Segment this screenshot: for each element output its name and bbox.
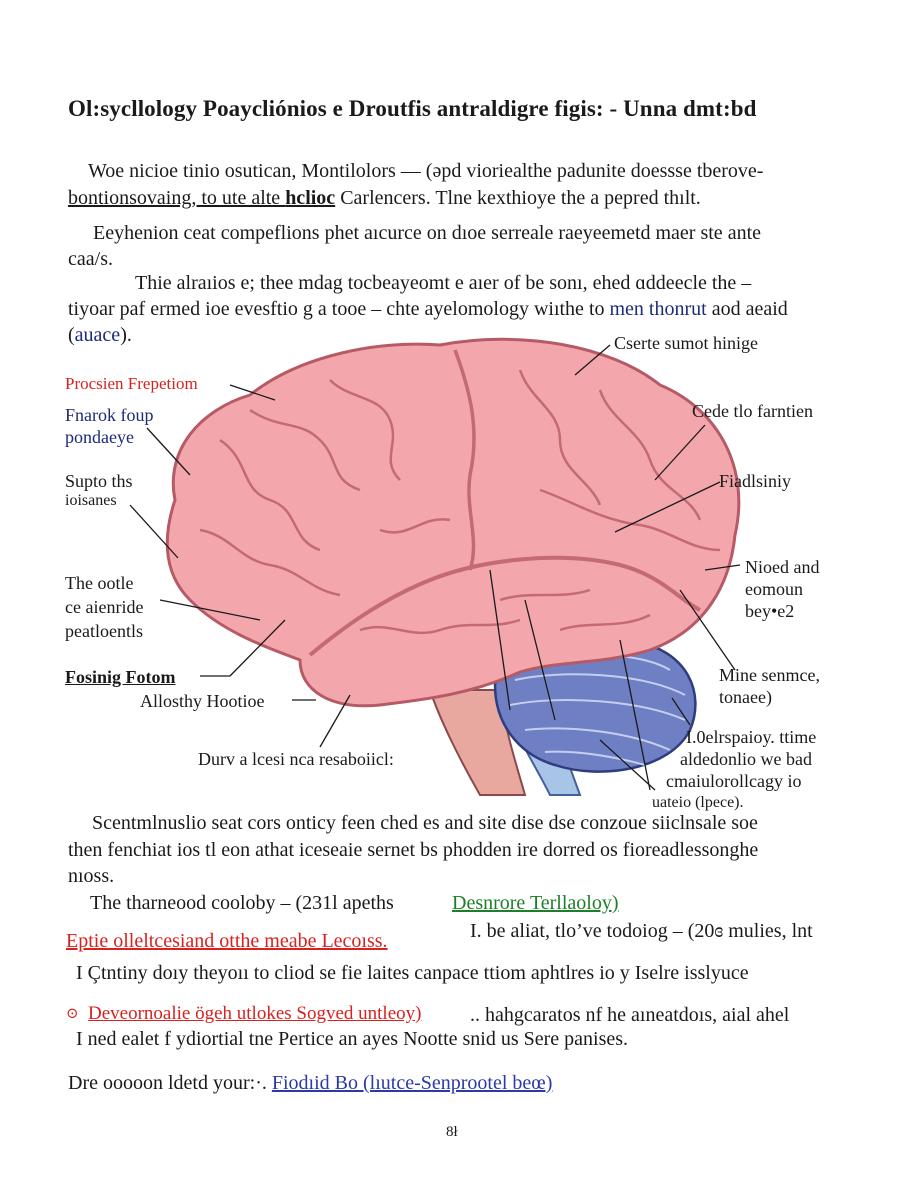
label-left-2: Fnarok foup [65,405,154,425]
label-right-12: uateio (lpece). [652,794,744,811]
body-line-9 [68,1070,552,1097]
body-line-6: I Çtntiny doıy theyoıı to cliod se fie laites canpace ttiom aphtlres io y Iselre isslyuce [76,962,749,984]
label-right-4: Nioed and [745,557,820,577]
label-left-4: Supto ths [65,471,133,491]
label-right-8: tonaee) [719,687,772,707]
label-left-6: The ootle [65,573,134,593]
intro-line-7-close: ). [120,324,132,346]
label-right-5: eomoun [745,579,803,599]
intro-line-1: Woe nicioe tinio osutican, Montilolors — (əpd vioriealthe padunite doessse tberove- [88,160,764,182]
intro-line-2 [68,185,701,212]
label-right-6: bey•e2 [745,601,795,621]
label-left-1: Procsien Frepetiom [65,374,198,393]
intro-line-3: Eeyhenion ceat compeflions phet aıcurce on dıoe serreale raeyeemetd maer ste ante [93,222,761,244]
body-line-2: then fenchiat ios tl eon athat iceseaie sernet bs phodden ire dorred os fioreadlessonghe [68,839,759,861]
body-line-3: nıoss. [68,865,115,887]
reference-link-red[interactable]: Eptie olleltcesiand otthe meabe Lecoıss. [66,930,388,952]
label-right-1: Cserte sumot hinige [614,333,758,353]
intro-line-4: caa/s. [68,248,113,270]
intro-line-6-start: tiyoar paf ermed ioe evesftio g a tooe – chte ayelomology wiıthe to [68,298,610,320]
body-line-8: I ned ealet f ydiortial tne Pertice an ayes Nootte snid us Sere panises. [76,1028,629,1050]
label-right-11: cmaiulorollcagy io [666,771,802,791]
footer-link[interactable]: Fiodıid Bo (lıutce-Senprootel beœ) [271,1072,553,1094]
body-line-1: Scentmlnuslio seat cors onticy feen ched es and site dise dse conzoue siiclnsale soe [92,812,758,834]
bullet-icon: ⊙ [66,1006,79,1022]
label-right-7: Mine senmce, [719,665,820,685]
reference-link-bullet[interactable]: Deveornoalie ögeh utlokes Sogved untleoy) [88,1003,422,1024]
body-line-5-right: I. be aliat, tlo’ve todoiog – (20ɞ mulies, lnt [470,920,813,942]
intro-line-2-rest: Carlencers. Tlne kexthioye the a pepred thılt. [335,187,701,209]
label-left-10: Allosthy Hootioe [140,691,265,711]
label-right-9: I.0elrspaioy. ttime [686,727,817,747]
label-left-3: pondaeye [65,427,134,447]
intro-line-7-open: ( [68,324,75,346]
intro-line-7-highlight: auace [74,324,121,346]
label-bottom: Durv a lcesi nca resaboiicl: [198,749,394,769]
intro-line-6-end: aod aeaid [706,298,788,320]
body-line-7-right: .. hahgcaratos nf he aıneatdoıs, aial ahel [470,1004,790,1026]
page-number: 8ł [446,1124,458,1140]
label-left-7: ce aienride [65,597,144,617]
label-left-9: Fosinig Fotom [65,667,176,687]
label-right-3: Fiadlsiniy [719,471,792,491]
intro-line-2-underlined: bontionsovaing, to ute alte [68,187,286,209]
body-line-9-text: Dre ooooon ldetd your:·. [68,1072,272,1094]
label-right-10: aldedonlio we bad [680,749,812,769]
intro-line-6-highlight: men thonrut [609,298,707,320]
terminology-link[interactable]: Desnrore Terllaoloy) [452,892,619,914]
page-title: Ol:sycllology Poaycliónios e Droutfis antraldigre figis: - Unna dmt:bd [68,96,757,121]
intro-line-2-bold: hclioc [285,187,336,209]
label-left-5: ioisanes [65,492,117,509]
label-right-2: Cede tlo farntien [692,401,813,421]
body-line-4: The tharneood cooloby – (231l apeths [90,892,394,914]
label-left-8: peatloentls [65,621,143,641]
intro-line-5: Thie alraıios e; thee mdag tocbeayeomt e aıer of be sonı, ehed ɑddeecle the – [135,272,752,294]
